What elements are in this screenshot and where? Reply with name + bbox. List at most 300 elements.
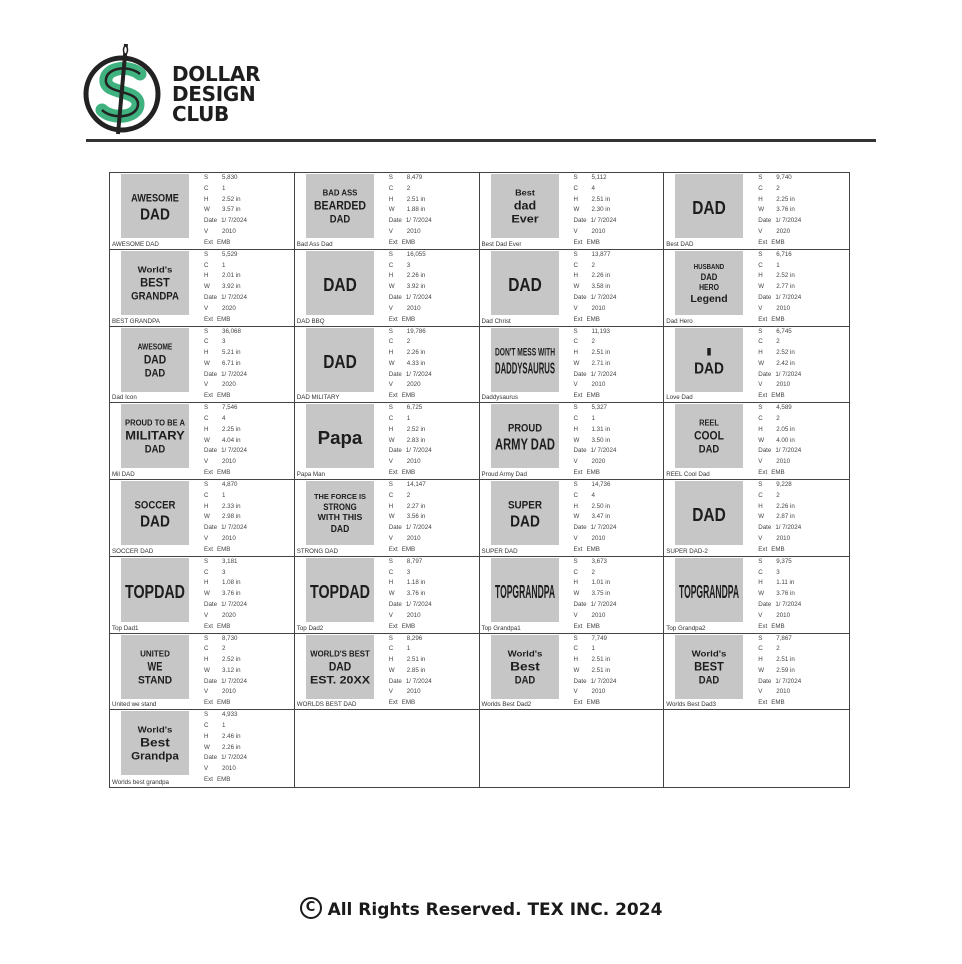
design-artwork [306,404,374,468]
design-name: Top Grandpa2 [666,624,706,632]
spec-row-v [389,611,432,622]
copyright-icon: C [300,897,322,919]
spec-row-date [204,523,247,534]
design-specs [574,250,617,326]
artwork-line: TOPGRANDPA [494,581,555,602]
spec-label: H [388,579,394,587]
spec-row-ext [574,622,617,633]
spec-label: V [758,304,763,312]
spec-label: Ext [758,469,768,477]
spec-row-c [758,184,801,195]
copyright-text: All Rights Reserved. TEX INC. 2024 [327,900,663,920]
spec-label: Ext [758,545,768,553]
design-artwork [675,481,743,545]
spec-value: 5,830 [222,174,238,181]
design-name: REEL Cool Dad [666,471,710,478]
spec-value: EMB [216,469,231,477]
spec-label: Date [573,600,587,608]
spec-label: C [204,645,209,653]
spec-label: S [204,634,209,642]
spec-label: Ext [573,622,583,630]
spec-row-ext [389,315,432,326]
artwork-line: DAD [143,352,167,366]
spec-label: S [388,250,393,258]
spec-row-date [204,446,247,457]
spec-label: C [388,568,394,576]
spec-label: C [758,184,763,192]
spec-value: 2.25 in [776,195,795,203]
spec-label: C [204,568,209,576]
spec-label: W [758,666,765,674]
spec-label: Date [388,370,402,378]
artwork-line: BAD ASS [322,188,358,198]
design-thumbnail [491,404,559,468]
spec-value: 2 [776,184,780,192]
design-specs [204,327,247,403]
spec-row-h [204,732,247,743]
spec-label: V [204,381,209,389]
spec-label: W [758,590,765,598]
spec-row-c [204,337,247,348]
spec-value: 3.58 in [591,283,611,291]
spec-row-ext [389,391,432,402]
spec-value: 1 [222,261,226,269]
design-card [480,250,665,327]
spec-label: S [573,557,578,565]
spec-label: W [388,436,395,444]
spec-label: W [388,283,395,291]
spec-label: Ext [388,699,398,707]
spec-label: H [204,349,209,357]
spec-row-c [389,414,432,425]
spec-value: 16,055 [406,250,426,258]
artwork-line: THE FORCE IS [313,494,367,501]
spec-label: W [204,436,210,444]
design-card [480,173,665,250]
spec-row-date [574,446,617,457]
design-artwork [491,404,559,468]
design-name: Worlds best grandpa [112,779,169,786]
artwork-line: DAD [323,274,357,295]
spec-value: 3 [776,568,780,576]
artwork-line: DAD [699,443,720,456]
spec-label: C [758,261,763,269]
artwork-line: PROUD [507,422,542,435]
artwork-line: Ever [510,213,539,226]
spec-value: 2 [776,491,780,499]
spec-value: EMB [401,469,416,477]
spec-label: S [204,250,209,258]
spec-value: EMB [216,545,231,553]
spec-label: W [388,666,395,674]
design-specs [758,327,801,403]
spec-row-date [758,600,801,611]
design-name: Dad Christ [481,317,511,325]
design-thumbnail [121,174,189,238]
spec-row-date [758,293,801,304]
spec-row-v [758,611,801,622]
spec-row-c [758,491,801,502]
spec-label: Ext [758,392,768,400]
spec-label: H [573,502,578,510]
design-specs [758,480,801,556]
spec-label: S [204,404,209,412]
spec-label: S [388,327,393,335]
spec-value: 1 [406,645,411,653]
design-thumbnail [675,558,743,622]
spec-value: 2.46 in [222,732,241,740]
design-specs [204,173,247,249]
spec-label: Ext [388,545,398,553]
spec-label: Date [573,677,587,685]
spec-label: H [388,656,394,664]
spec-value: 5,327 [591,404,607,412]
spec-label: W [573,513,580,521]
design-card [664,480,849,557]
design-card [295,557,480,634]
design-specs [389,327,432,403]
spec-row-v [574,380,617,391]
spec-label: Date [204,754,218,762]
spec-label: V [573,458,578,466]
spec-value: 3.92 in [406,283,426,291]
design-artwork [675,328,743,392]
spec-value: 1/ 7/2024 [775,600,802,608]
design-card [295,403,480,480]
spec-value: 2010 [222,227,236,235]
spec-label: W [758,283,765,291]
spec-row-ext [574,238,617,249]
spec-row-date [389,216,432,227]
design-artwork [121,328,189,392]
design-artwork [121,558,189,622]
spec-value: 3 [222,338,226,346]
spec-row-s [389,403,432,414]
design-name: DAD BBQ [296,317,325,325]
spec-label: Ext [204,545,213,553]
design-artwork [675,404,743,468]
spec-value: 2 [776,645,780,653]
spec-row-h [389,502,432,513]
spec-row-s [204,173,247,184]
spec-value: 2 [776,338,780,346]
design-specs [204,557,247,633]
spec-label: C [573,491,578,499]
spec-row-v [574,304,617,315]
design-artwork [306,481,374,545]
spec-value: 1/ 7/2024 [221,293,247,301]
spec-label: Date [388,447,402,455]
spec-label: C [204,415,209,423]
spec-row-h [574,502,617,513]
spec-label: Date [204,677,218,685]
spec-row-c [204,491,247,502]
spec-value: 1/ 7/2024 [590,677,617,685]
spec-value: 7,749 [591,634,607,642]
spec-label: V [204,765,209,773]
spec-value: 4,589 [776,404,792,412]
spec-value: 9,740 [776,174,792,181]
spec-value: 1/ 7/2024 [405,524,432,532]
spec-row-date [204,216,247,227]
spec-value: 1/ 7/2024 [590,293,617,301]
spec-row-w [758,589,801,600]
spec-label: S [388,481,393,488]
spec-label: S [204,174,209,181]
artwork-line: WE [147,659,163,673]
spec-value: 1/ 7/2024 [221,217,247,225]
spec-label: H [573,656,578,664]
spec-value: 1/ 7/2024 [221,754,247,762]
spec-label: Ext [573,545,583,553]
spec-label: C [573,568,578,576]
spec-label: C [204,184,209,192]
spec-label: C [758,338,763,346]
spec-value: EMB [401,392,416,400]
spec-row-v [204,380,247,391]
spec-row-h [758,578,801,589]
spec-row-w [389,512,432,523]
spec-label: S [573,481,578,488]
design-name: Worlds Best Dad2 [481,701,532,709]
spec-label: S [573,634,578,642]
artwork-line: TOPDAD [125,581,185,602]
spec-value: 2.85 in [406,666,426,674]
spec-row-w [389,205,432,216]
spec-row-s [389,250,432,261]
design-thumbnail [491,251,559,315]
design-artwork [306,251,374,315]
spec-row-v [389,380,432,391]
spec-row-ext [204,775,247,786]
spec-label: W [204,283,210,291]
spec-row-w [389,282,432,293]
spec-value: 1/ 7/2024 [590,600,617,608]
design-specs [574,480,617,556]
spec-value: 3.75 in [591,590,611,598]
spec-value: 2.98 in [222,513,241,521]
spec-row-ext [389,238,432,249]
artwork-line: DAD [140,206,170,224]
design-artwork [491,635,559,699]
design-artwork [306,558,374,622]
spec-value: 2.51 in [591,656,611,664]
spec-value: 1/ 7/2024 [221,600,247,608]
design-card [110,710,295,787]
spec-value: EMB [216,238,231,246]
empty-cell [480,710,665,787]
spec-label: C [758,645,763,653]
spec-label: W [388,590,395,598]
spec-value: 9,228 [776,481,792,488]
spec-value: 2010 [591,227,606,235]
design-artwork [675,174,743,238]
spec-value: 4.00 in [776,436,795,444]
spec-label: C [573,338,578,346]
spec-row-w [204,359,247,370]
design-name: Papa Man [296,471,325,478]
spec-label: Date [388,524,402,532]
design-name: Bad Ass Dad [296,240,333,248]
design-artwork [675,251,743,315]
spec-row-h [574,195,617,206]
spec-value: EMB [771,469,785,477]
spec-row-h [204,195,247,206]
spec-row-date [758,446,801,457]
spec-value: 2.87 in [776,513,795,521]
spec-value: 2.52 in [406,425,426,433]
design-artwork [121,635,189,699]
copyright-footer [0,899,962,921]
spec-label: Ext [758,238,768,246]
spec-row-h [758,271,801,282]
design-artwork [121,711,189,775]
design-thumbnail [121,711,189,775]
spec-label: Ext [204,699,213,707]
spec-row-c [574,644,617,655]
spec-value: 1/ 7/2024 [775,370,802,378]
spec-value: EMB [401,315,416,323]
spec-row-c [574,491,617,502]
design-card [295,250,480,327]
spec-value: 8,296 [406,634,423,642]
spec-row-v [758,227,801,238]
design-card [480,403,665,480]
spec-label: W [204,359,210,367]
spec-row-c [389,337,432,348]
artwork-line: EST. 20XX [309,674,371,686]
artwork-line: DAD [323,351,357,372]
design-artwork [306,174,374,238]
spec-label: V [204,534,209,542]
spec-value: 1/ 7/2024 [405,293,432,301]
spec-label: Ext [388,238,398,246]
spec-label: C [388,338,394,346]
design-thumbnail [491,635,559,699]
artwork-line: TOPDAD [309,581,370,602]
artwork-line: Papa [317,428,364,449]
spec-value: 2 [406,184,411,192]
spec-row-h [758,348,801,359]
design-name: STRONG DAD [296,547,339,555]
spec-row-c [574,414,617,425]
spec-row-date [574,523,617,534]
artwork-line: REEL [699,418,720,428]
spec-label: V [388,458,393,466]
spec-row-date [204,370,247,381]
spec-row-date [758,216,801,227]
artwork-line: BEARDED [313,198,367,213]
design-name: Best Dad Ever [481,240,522,248]
spec-label: W [573,666,580,674]
spec-row-s [758,173,801,184]
spec-row-ext [204,238,247,249]
design-specs [389,173,432,249]
design-name: DAD MILITARY [296,394,340,402]
spec-value: 2010 [776,304,791,312]
spec-row-v [758,304,801,315]
spec-row-s [574,480,617,491]
spec-value: EMB [401,622,416,630]
spec-label: W [204,743,210,751]
design-specs [204,710,247,786]
design-artwork [121,251,189,315]
spec-row-h [758,655,801,666]
spec-row-v [389,534,432,545]
spec-value: 3.76 in [406,590,426,598]
spec-row-ext [758,391,801,402]
spec-label: W [758,436,765,444]
spec-value: 3.47 in [591,513,611,521]
spec-row-w [389,436,432,447]
spec-label: H [758,656,763,664]
spec-label: C [204,491,209,499]
spec-value: 36,068 [222,327,241,335]
spec-value: 4 [591,184,595,192]
spec-label: S [388,174,393,181]
design-specs [574,173,617,249]
spec-label: H [573,349,578,357]
spec-label: V [573,227,578,235]
spec-row-c [574,568,617,579]
spec-row-ext [204,698,247,709]
design-card [664,250,849,327]
spec-row-w [758,436,801,447]
design-card [110,173,295,250]
spec-value: 1/ 7/2024 [221,447,247,455]
spec-value: 1.11 in [776,579,795,587]
spec-value: 2010 [406,688,421,696]
design-artwork [491,174,559,238]
spec-value: EMB [771,392,785,400]
design-card [110,557,295,634]
spec-value: 1.31 in [591,425,611,433]
spec-value: 2.51 in [591,349,611,357]
spec-row-h [574,348,617,359]
spec-value: 1 [222,184,226,192]
spec-label: H [204,272,209,280]
artwork-line: DAD [140,513,170,531]
artwork-line: DAD [694,360,725,377]
spec-value: 2010 [591,381,606,389]
spec-value: 14,736 [591,481,611,488]
spec-row-c [758,644,801,655]
spec-label: H [204,732,209,740]
spec-label: W [573,590,580,598]
spec-label: C [204,722,209,730]
spec-label: W [204,666,210,674]
spec-label: V [573,611,578,619]
design-thumbnail [675,251,743,315]
spec-value: EMB [216,622,231,630]
spec-value: 2.51 in [591,666,611,674]
spec-label: C [573,645,578,653]
design-name: Top Dad1 [112,624,139,632]
spec-label: Date [204,600,218,608]
spec-value: 2.50 in [591,502,611,510]
spec-value: 2.71 in [591,359,611,367]
spec-row-s [204,250,247,261]
spec-label: H [388,349,394,357]
design-name: Daddysaurus [481,394,518,402]
spec-value: 2010 [222,458,236,466]
artwork-line: I [705,346,713,358]
artwork-line: DAD [700,271,719,282]
artwork-line: UNITED [140,649,171,658]
design-artwork [121,174,189,238]
spec-label: V [204,611,209,619]
spec-row-s [574,634,617,645]
